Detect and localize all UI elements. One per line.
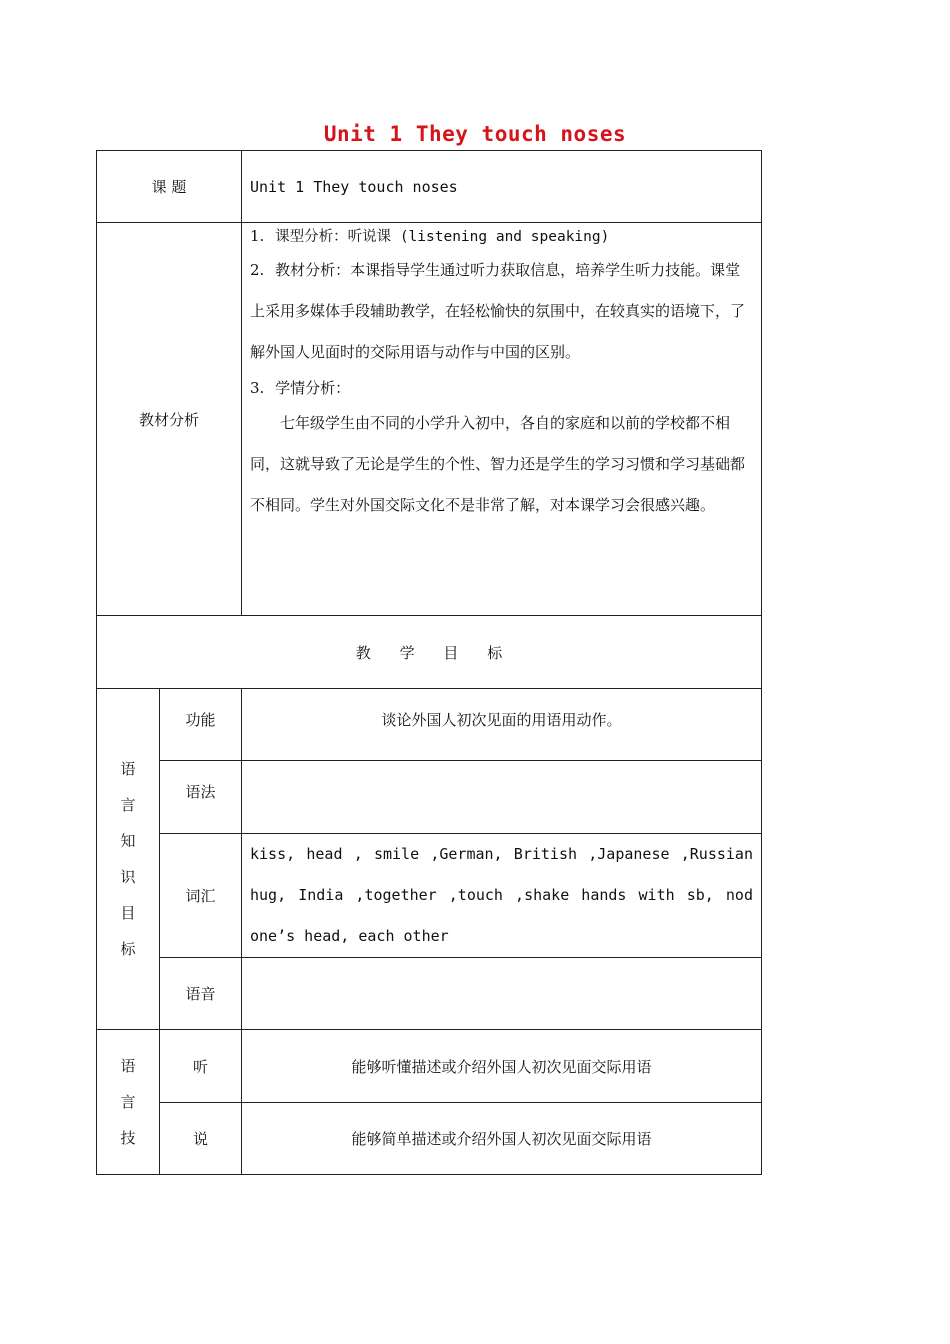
analysis-item-2-num: 2. (250, 261, 265, 279)
knowledge-group-label (97, 689, 160, 1030)
analysis-item-3-num: 3. (250, 379, 265, 397)
skills-row-listening (97, 1030, 762, 1103)
analysis-item-2 (250, 250, 753, 373)
skills-label: 说 (160, 1103, 242, 1175)
knowledge-label: 词汇 (160, 834, 242, 958)
skills-label: 听 (160, 1030, 242, 1103)
goals-heading-row (97, 616, 762, 689)
group-label-char: 语 (120, 760, 136, 778)
group-label-char: 言 (120, 796, 136, 814)
goals-heading (97, 616, 762, 689)
analysis-item-2-text: 教材分析：本课指导学生通过听力获取信息，培养学生听力技能。课堂上采用多媒体手段辅助教学，在轻松愉快的氛围中，在较真实的语境下，了解外国人见面时的交际用语与动作与中国的区别。 (250, 261, 746, 361)
topic-label: 课 题 (97, 151, 242, 223)
knowledge-label: 语法 (160, 761, 242, 834)
lesson-plan-table (96, 150, 762, 1175)
goals-heading-char: 学 (399, 643, 415, 662)
knowledge-row-vocabulary (97, 834, 762, 958)
knowledge-value: 谈论外国人初次见面的用语用动作。 (242, 689, 762, 761)
analysis-item-1 (250, 223, 753, 250)
group-label-char: 识 (120, 868, 136, 886)
analysis-item-3-text: 学情分析： (275, 379, 351, 397)
goals-heading-char: 教 (355, 643, 371, 662)
knowledge-label: 功能 (160, 689, 242, 761)
knowledge-row-function (97, 689, 762, 761)
analysis-content (242, 223, 762, 616)
vocabulary-list: kiss, head , smile ,German, British ,Japanese ,Russian hug, India ,together ,touch ,shake hands with sb, nod one’s head, each other (242, 834, 762, 958)
analysis-item-3-body: 七年级学生由不同的小学升入初中，各自的家庭和以前的学校都不相同，这就导致了无论是学生的个性、智力还是学生的学习习惯和学习基础都不相同。学生对外国交际文化不是非常了解，对本课学习会很感兴趣。 (250, 414, 746, 514)
knowledge-row-grammar (97, 761, 762, 834)
knowledge-value (242, 761, 762, 834)
knowledge-label: 语音 (160, 958, 242, 1030)
goals-heading-char: 标 (487, 643, 503, 662)
skills-group-label (97, 1030, 160, 1175)
analysis-item-3 (250, 373, 753, 403)
goals-heading-char: 目 (443, 643, 459, 662)
topic-row (97, 151, 762, 223)
group-label-char: 技 (120, 1129, 136, 1147)
analysis-label: 教材分析 (97, 223, 242, 616)
group-label-char: 目 (120, 904, 136, 922)
group-label-char: 言 (120, 1093, 136, 1111)
knowledge-value (242, 958, 762, 1030)
analysis-item-1-text: 课型分析：听说课 (listening and speaking) (275, 229, 610, 245)
topic-value: Unit 1 They touch noses (242, 151, 762, 223)
group-label-char: 标 (120, 940, 136, 958)
group-label-char: 语 (120, 1057, 136, 1075)
skills-row-speaking (97, 1103, 762, 1175)
group-label-char: 知 (120, 832, 136, 850)
analysis-row (97, 223, 762, 616)
skills-value: 能够简单描述或介绍外国人初次见面交际用语 (242, 1103, 762, 1175)
document-title: Unit 1 They touch noses (323, 122, 627, 146)
knowledge-row-pronunciation (97, 958, 762, 1030)
skills-value: 能够听懂描述或介绍外国人初次见面交际用语 (242, 1030, 762, 1103)
analysis-item-1-num: 1. (250, 227, 265, 245)
